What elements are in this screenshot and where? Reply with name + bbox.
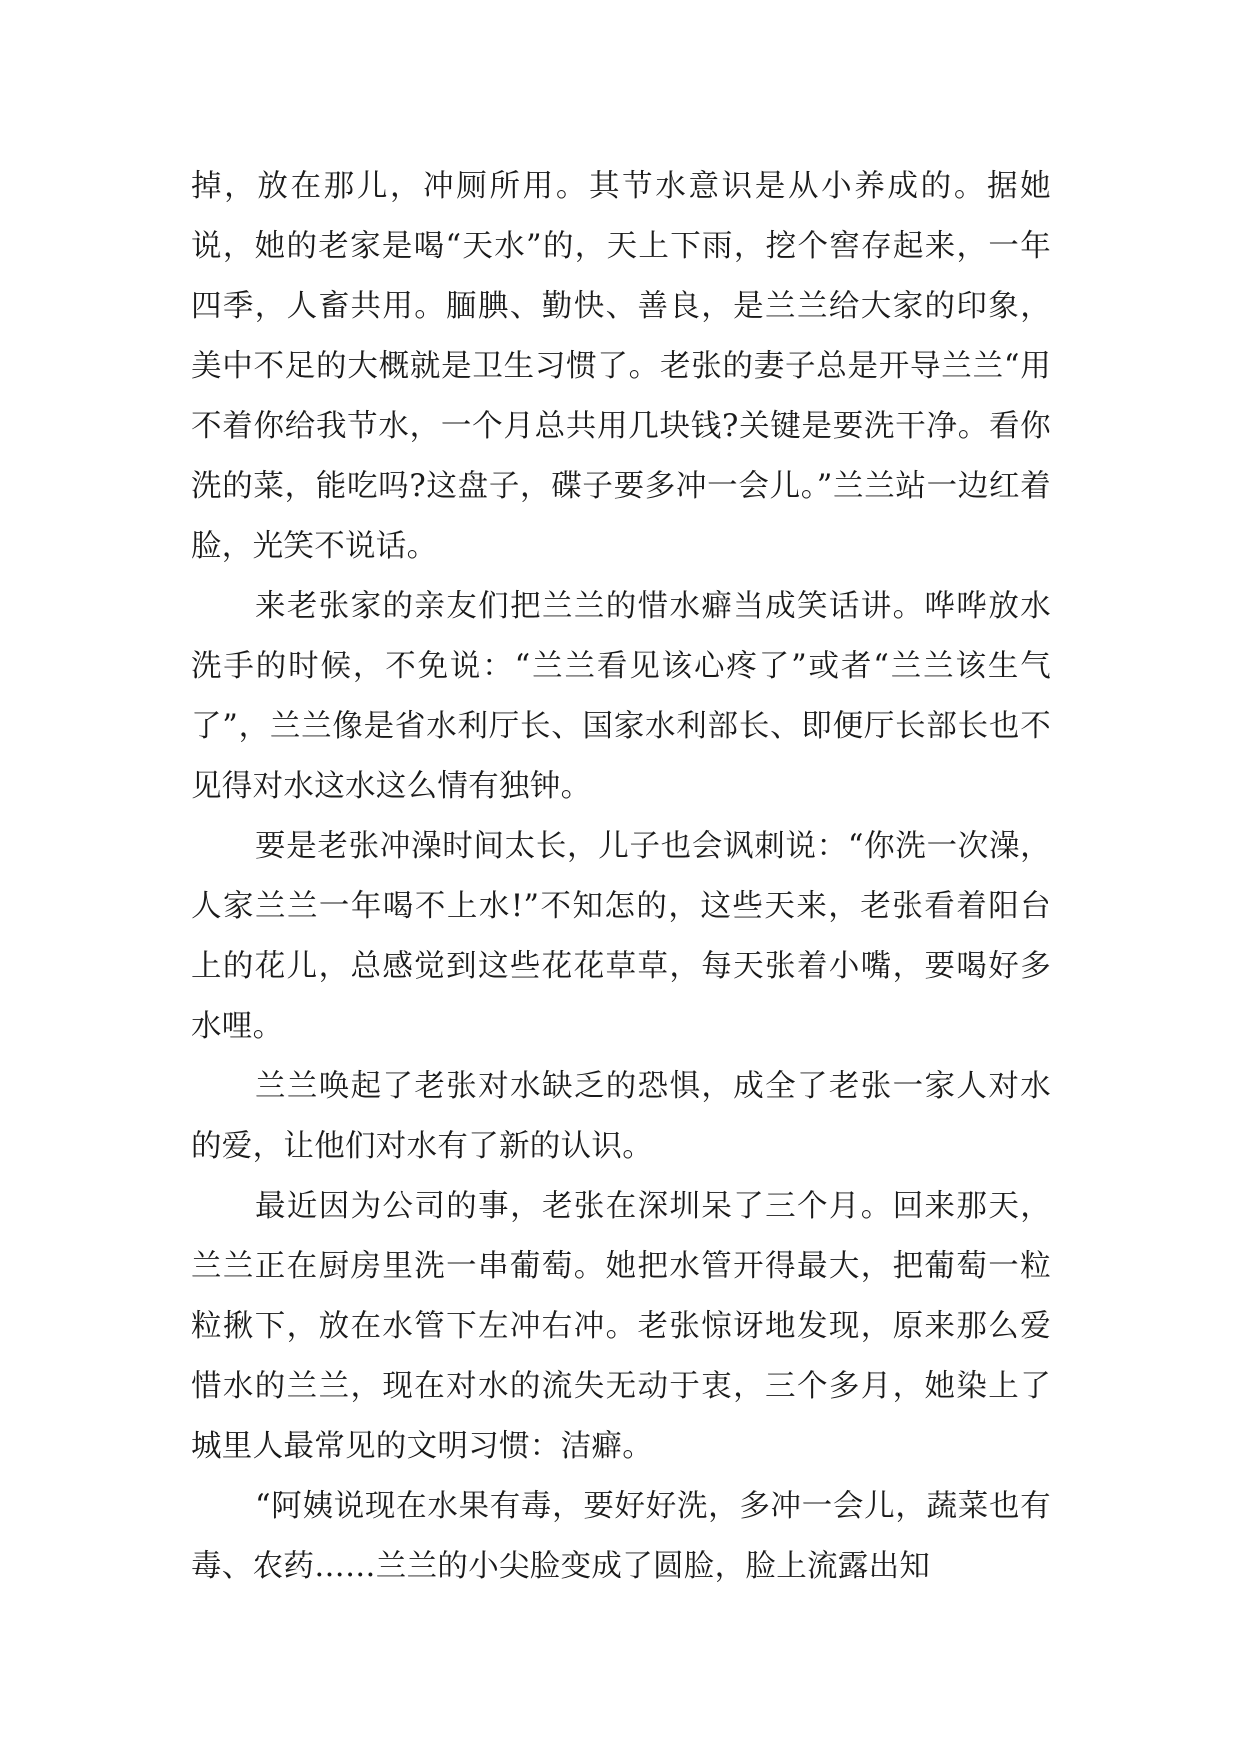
paragraph-continued: 掉，放在那儿，冲厕所用。其节水意识是从小养成的。据她说，她的老家是喝“天水”的，天上下雨，挖个窖存起来，一年四季，人畜共用。腼腆、勤快、善良，是兰兰给大家的印象，美中不足的大概就是卫生习惯了。老张的妻子总是开导兰兰“用不着你给我节水，一个月总共用几块钱?关键是要洗干净。看你洗的菜，能吃吗?这盘子，碟子要多冲一会儿。”兰兰站一边红着脸，光笑不说话。 (191, 169, 1051, 564)
paragraph: 最近因为公司的事，老张在深圳呆了三个月。回来那天，兰兰正在厨房里洗一串葡萄。她把水管开得最大，把葡萄一粒粒揪下，放在水管下左冲右冲。老张惊讶地发现，原来那么爱惜水的兰兰，现在对水的流失无动于衷，三个多月，她染上了城里人最常见的文明习惯：洁癖。 (191, 1189, 1051, 1464)
paragraph: 兰兰唤起了老张对水缺乏的恐惧，成全了老张一家人对水的爱，让他们对水有了新的认识。 (191, 1069, 1051, 1164)
body-text (191, 157, 1051, 1597)
paragraph: 来老张家的亲友们把兰兰的惜水癖当成笑话讲。哗哗放水洗手的时候，不免说：“兰兰看见该心疼了”或者“兰兰该生气了”，兰兰像是省水利厅长、国家水利部长、即便厅长部长也不见得对水这水这么情有独钟。 (191, 589, 1051, 804)
paragraph: 要是老张冲澡时间太长，儿子也会讽刺说：“你洗一次澡，人家兰兰一年喝不上水!”不知怎的，这些天来，老张看着阳台上的花儿，总感觉到这些花花草草，每天张着小嘴，要喝好多水哩。 (191, 829, 1051, 1044)
paragraph-truncated: “阿姨说现在水果有毒，要好好洗，多冲一会儿，蔬菜也有毒、农药……兰兰的小尖脸变成了圆脸，脸上流露出知 (191, 1489, 1051, 1584)
